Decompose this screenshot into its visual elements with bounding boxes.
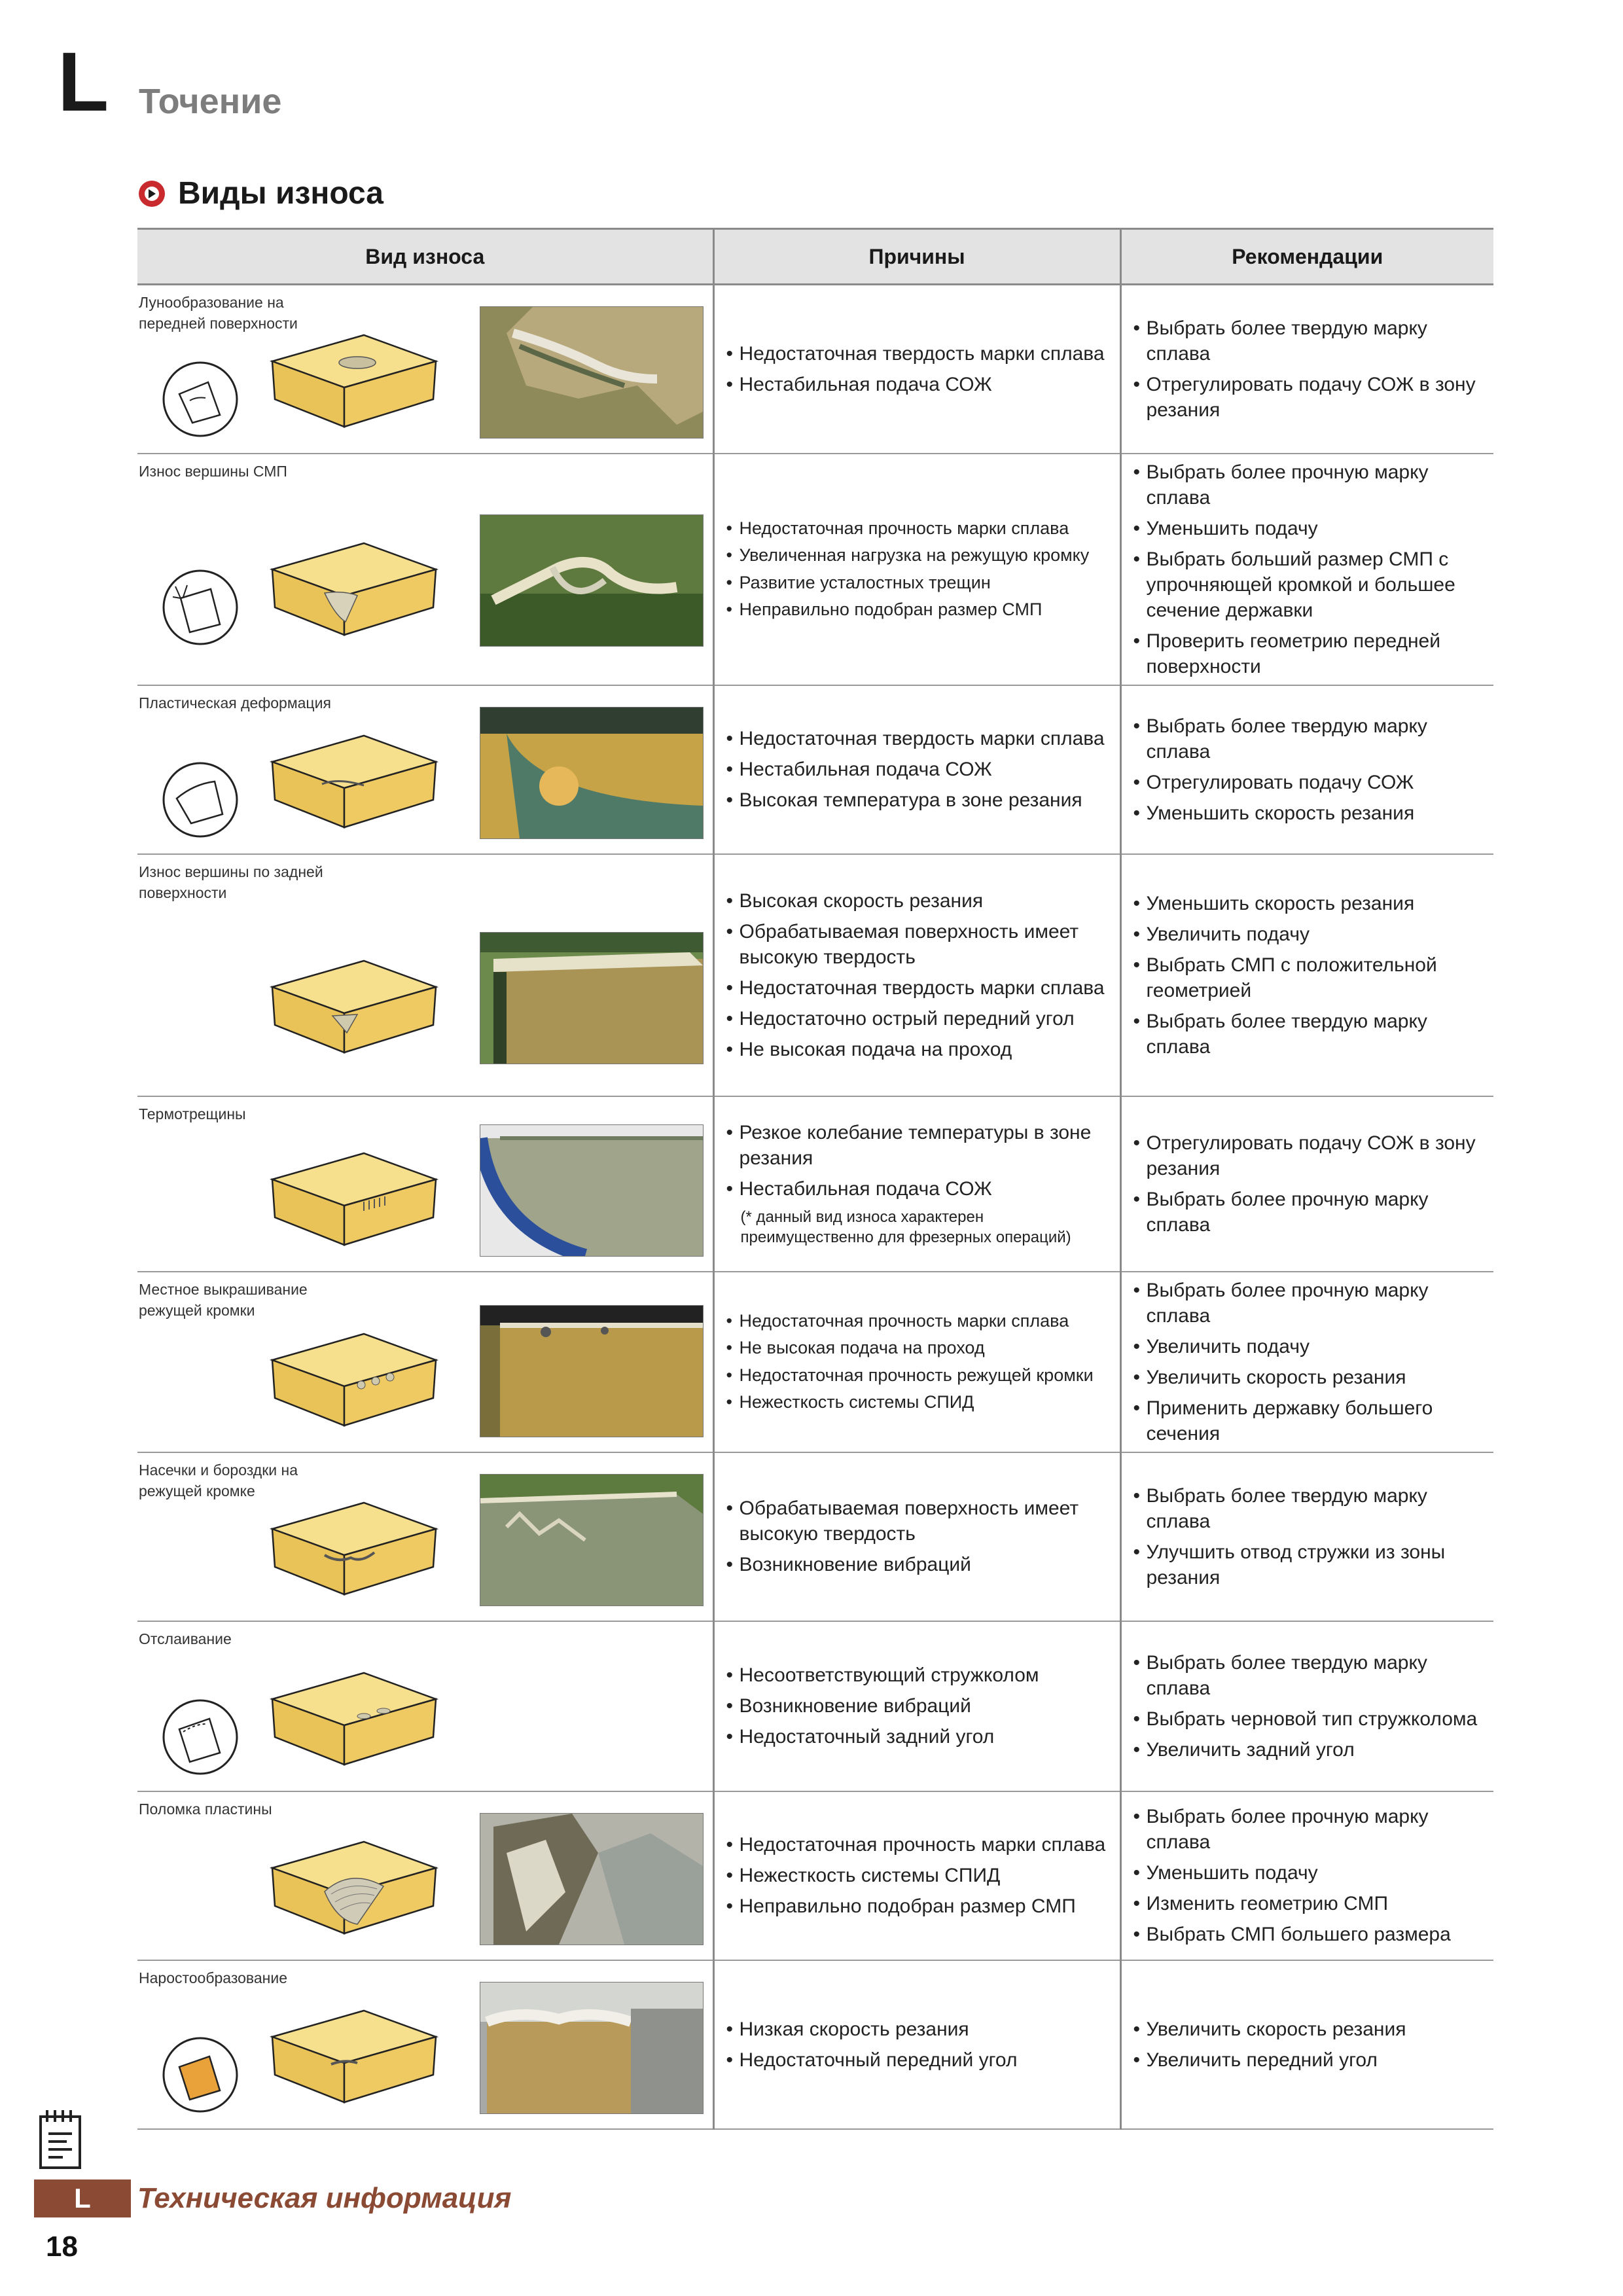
- recommendation-item: • Увеличить задний угол: [1133, 1737, 1485, 1763]
- cause-item: • Недостаточная прочность режущей кромки: [726, 1364, 1111, 1387]
- wear-illustration: [161, 1813, 704, 1950]
- recommendation-item: • Выбрать более твердую марку сплава: [1133, 1483, 1485, 1534]
- wear-photo: [480, 1474, 704, 1606]
- recommendations-cell: [1120, 1272, 1493, 1452]
- column-header: Вид износа: [137, 229, 713, 285]
- arrow-circle-icon: [137, 179, 166, 208]
- wear-type-cell: [137, 1621, 713, 1791]
- wear-type-label: Термотрещины: [139, 1105, 246, 1122]
- wear-photo: [480, 306, 704, 439]
- cause-item: • Недостаточная твердость марки сплава: [726, 975, 1111, 1001]
- insert-illustration: [259, 723, 449, 840]
- recommendation-item: • Выбрать более прочную марку сплава: [1133, 459, 1485, 511]
- cause-item: • Недостаточная прочность марки сплава: [726, 1832, 1111, 1857]
- cause-item: • Не высокая подача на проход: [726, 1336, 1111, 1359]
- cause-item: • Возникновение вибраций: [726, 1552, 1111, 1577]
- insert-illustration: [259, 1321, 449, 1439]
- cause-item: • Увеличенная нагрузка на режущую кромку: [726, 544, 1111, 567]
- wear-type-label: Поломка пластины: [139, 1800, 272, 1818]
- recommendation-item: • Выбрать СМП с положительной геометрией: [1133, 952, 1485, 1003]
- recommendation-item: • Уменьшить скорость резания: [1133, 891, 1485, 916]
- causes-cell: [713, 854, 1120, 1096]
- recommendation-item: • Изменить геометрию СМП: [1133, 1891, 1485, 1916]
- cause-item: • Несоответствующий стружколом: [726, 1662, 1111, 1688]
- causes-cell: [713, 285, 1120, 454]
- recommendations-cell: [1120, 1452, 1493, 1621]
- wear-type-cell: [137, 285, 713, 454]
- causes-cell: [713, 1960, 1120, 2129]
- wear-illustration: [161, 514, 704, 652]
- wear-type-label: Насечки и бороздки на режущей кромке: [139, 1461, 298, 1499]
- wear-illustration: [161, 1124, 704, 1262]
- heading-text: Виды износа: [178, 176, 383, 211]
- insert-illustration: [259, 1140, 449, 1258]
- table-row: [137, 1452, 1493, 1621]
- recommendation-item: • Проверить геометрию передней поверхности: [1133, 628, 1485, 679]
- recommendation-item: • Уменьшить скорость резания: [1133, 800, 1485, 826]
- causes-cell: [713, 685, 1120, 854]
- recommendation-item: • Выбрать более твердую марку сплава: [1133, 1650, 1485, 1701]
- table-row: [137, 1960, 1493, 2129]
- insert-illustration: [259, 530, 449, 648]
- recommendations-cell: [1120, 454, 1493, 685]
- causes-cell: [713, 1452, 1120, 1621]
- cause-item: • Нестабильная подача СОЖ: [726, 757, 1111, 782]
- recommendation-item: • Отрегулировать подачу СОЖ в зону резания: [1133, 1130, 1485, 1181]
- table-header-row: [137, 229, 1493, 285]
- cause-item: • Низкая скорость резания: [726, 2017, 1111, 2042]
- cause-item: • Недостаточная твердость марки сплава: [726, 726, 1111, 751]
- magnifier-illustration: [161, 568, 240, 647]
- cause-item: • Высокая температура в зоне резания: [726, 787, 1111, 813]
- table-row: [137, 1621, 1493, 1791]
- cause-item: • Недостаточный передний угол: [726, 2047, 1111, 2073]
- wear-illustration: [161, 1474, 704, 1611]
- recommendations-cell: [1120, 1096, 1493, 1272]
- wear-type-cell: [137, 454, 713, 685]
- wear-photo: [480, 1305, 704, 1437]
- cause-item: • Недостаточный задний угол: [726, 1724, 1111, 1749]
- cause-item: • Резкое колебание температуры в зоне резания: [726, 1120, 1111, 1171]
- causes-cell: [713, 1272, 1120, 1452]
- cause-item: • Нежесткость системы СПИД: [726, 1391, 1111, 1414]
- cause-item: • Нестабильная подача СОЖ: [726, 372, 1111, 397]
- recommendation-item: • Выбрать более твердую марку сплава: [1133, 713, 1485, 764]
- recommendation-item: • Выбрать более твердую марку сплава: [1133, 1009, 1485, 1060]
- table-row: [137, 285, 1493, 454]
- heading: [137, 175, 383, 211]
- wear-type-cell: [137, 1096, 713, 1272]
- wear-illustration: [161, 1305, 704, 1443]
- recommendation-item: • Улучшить отвод стружки из зоны резания: [1133, 1539, 1485, 1590]
- cause-item: • Недостаточно острый передний угол: [726, 1006, 1111, 1031]
- wear-illustration: [161, 1644, 704, 1782]
- magnifier-illustration: [161, 360, 240, 439]
- recommendation-item: • Увеличить передний угол: [1133, 2047, 1485, 2073]
- recommendations-cell: [1120, 685, 1493, 854]
- cause-item: • Недостаточная твердость марки сплава: [726, 341, 1111, 367]
- cause-item: • Не высокая подача на проход: [726, 1037, 1111, 1062]
- wear-type-cell: [137, 854, 713, 1096]
- insert-illustration: [259, 1660, 449, 1778]
- recommendation-item: • Выбрать более прочную марку сплава: [1133, 1278, 1485, 1329]
- recommendation-item: • Выбрать более прочную марку сплава: [1133, 1804, 1485, 1855]
- cause-note: (* данный вид износа характерен преимущественно для фрезерных операций): [740, 1208, 1071, 1246]
- wear-photo: [480, 1124, 704, 1257]
- cause-item: • Высокая скорость резания: [726, 888, 1111, 914]
- section-tab: L: [34, 2179, 131, 2217]
- recommendation-item: • Выбрать более твердую марку сплава: [1133, 315, 1485, 367]
- wear-type-label: Лунообразование на передней поверхности: [139, 294, 298, 332]
- table-row: [137, 685, 1493, 854]
- recommendations-cell: [1120, 285, 1493, 454]
- cause-item: • Развитие усталостных трещин: [726, 571, 1111, 594]
- wear-illustration: [161, 932, 704, 1069]
- recommendation-item: • Увеличить скорость резания: [1133, 2017, 1485, 2042]
- causes-cell: [713, 454, 1120, 685]
- wear-illustration: [161, 707, 704, 844]
- cause-item: • Нестабильная подача СОЖ: [726, 1176, 1111, 1202]
- recommendation-item: • Увеличить скорость резания: [1133, 1365, 1485, 1390]
- wear-type-cell: [137, 1960, 713, 2129]
- insert-illustration: [259, 322, 449, 440]
- wear-table: [137, 228, 1493, 2130]
- wear-type-cell: [137, 1452, 713, 1621]
- cause-item: • Обрабатываемая поверхность имеет высокую твердость: [726, 919, 1111, 970]
- wear-type-cell: [137, 1791, 713, 1960]
- causes-cell: [713, 1096, 1120, 1272]
- column-header: Рекомендации: [1120, 229, 1493, 285]
- table-row: [137, 854, 1493, 1096]
- magnifier-illustration: [161, 1698, 240, 1776]
- recommendation-item: • Уменьшить подачу: [1133, 1860, 1485, 1886]
- cause-item: • Неправильно подобран размер СМП: [726, 1893, 1111, 1919]
- recommendation-item: • Отрегулировать подачу СОЖ: [1133, 770, 1485, 795]
- wear-photo: [480, 707, 704, 839]
- recommendation-item: • Выбрать черновой тип стружколома: [1133, 1706, 1485, 1732]
- cause-item: • Недостаточная прочность марки сплава: [726, 1310, 1111, 1333]
- insert-illustration: [259, 1998, 449, 2115]
- recommendation-item: • Увеличить подачу: [1133, 922, 1485, 947]
- cause-item: • Недостаточная прочность марки сплава: [726, 517, 1111, 540]
- wear-type-label: Отслаивание: [139, 1630, 232, 1647]
- recommendations-cell: [1120, 1621, 1493, 1791]
- wear-illustration: [161, 306, 704, 444]
- insert-illustration: [259, 1829, 449, 1946]
- wear-illustration: [161, 1982, 704, 2119]
- table-row: [137, 1272, 1493, 1452]
- notepad-icon: [37, 2108, 84, 2170]
- recommendations-cell: [1120, 1791, 1493, 1960]
- cause-item: • Обрабатываемая поверхность имеет высокую твердость: [726, 1496, 1111, 1547]
- table-row: [137, 1791, 1493, 1960]
- causes-cell: [713, 1621, 1120, 1791]
- cause-item: • Возникновение вибраций: [726, 1693, 1111, 1719]
- magnifier-illustration: [161, 2036, 240, 2114]
- wear-photo: [480, 1813, 704, 1945]
- wear-type-label: Пластическая деформация: [139, 694, 331, 711]
- wear-photo: [480, 1982, 704, 2114]
- footer-title: Техническая информация: [137, 2182, 512, 2214]
- wear-type-cell: [137, 1272, 713, 1452]
- wear-type-label: Износ вершины по задней поверхности: [139, 863, 323, 901]
- causes-cell: [713, 1791, 1120, 1960]
- wear-photo: [480, 932, 704, 1064]
- wear-type-cell: [137, 685, 713, 854]
- recommendation-item: • Применить державку большего сечения: [1133, 1395, 1485, 1446]
- column-header: Причины: [713, 229, 1120, 285]
- recommendations-cell: [1120, 854, 1493, 1096]
- insert-illustration: [259, 948, 449, 1066]
- wear-type-label: Местное выкрашивание режущей кромки: [139, 1280, 308, 1319]
- section-title: Точение: [139, 82, 282, 121]
- table-row: [137, 454, 1493, 685]
- wear-photo: [480, 514, 704, 647]
- insert-illustration: [259, 1490, 449, 1607]
- recommendation-item: • Уменьшить подачу: [1133, 516, 1485, 541]
- recommendation-item: • Выбрать более прочную марку сплава: [1133, 1187, 1485, 1238]
- cause-item: • Нежесткость системы СПИД: [726, 1863, 1111, 1888]
- recommendation-item: • Выбрать больший размер СМП с упрочняющей кромкой и большее сечение державки: [1133, 547, 1485, 623]
- wear-type-label: Износ вершины СМП: [139, 462, 287, 480]
- recommendations-cell: [1120, 1960, 1493, 2129]
- wear-type-label: Наростообразование: [139, 1969, 288, 1986]
- recommendation-item: • Увеличить подачу: [1133, 1334, 1485, 1359]
- cause-item: • Неправильно подобран размер СМП: [726, 598, 1111, 621]
- page-number: 18: [46, 2231, 78, 2263]
- table-row: [137, 1096, 1493, 1272]
- section-letter: L: [58, 35, 109, 129]
- recommendation-item: • Выбрать СМП большего размера: [1133, 1922, 1485, 1947]
- recommendation-item: • Отрегулировать подачу СОЖ в зону резания: [1133, 372, 1485, 423]
- magnifier-illustration: [161, 761, 240, 839]
